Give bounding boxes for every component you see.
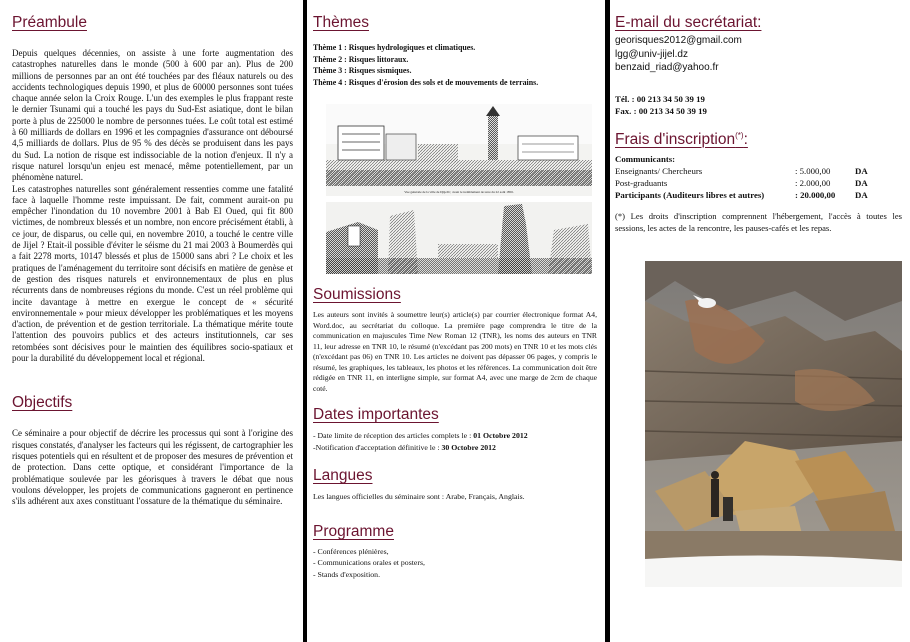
langues-text: Les langues officielles du séminaire sont : Arabe, Français, Anglais. — [313, 492, 525, 501]
email-address[interactable]: georisques2012@gmail.com — [615, 35, 742, 46]
email-list — [615, 34, 902, 75]
fee-amount: : 5.000,00 — [795, 165, 831, 176]
date-item — [313, 430, 597, 442]
fee-currency: DA — [855, 190, 868, 201]
email-heading: E-mail du secrétariat: — [615, 14, 762, 31]
soumissions-heading: Soumissions — [313, 286, 401, 303]
fee-currency: DA — [855, 178, 868, 189]
fee-currency: DA — [855, 165, 868, 176]
preambule-paragraph-2: Les catastrophes naturelles sont généralement ressenties comme une fatalité face à laquelle l'homme reste impuissant. De fait, comment aurait-on pu empêcher l'inondation du 10 novembre 2001 à Bab El Oued, qui fit 800 victimes, de nombreux blessés et un nombre, non encore précisément établi, à ce jour, de disparus, ou celle qui, en novembre 2010, a touché le centre ville de Jijel ? Etait-il possible d'éviter le séisme du 21 mai 2003 à Boumerdès qui a fait 2278 morts, 10147 blessés et plus de 15000 sans abri ? Le choix et les pratiques de l'aménagement du territoire sont décisifs en matière de genèse et de gestion des risques naturels et environnementaux de plus en plus récurrents dans de nombreuses régions du monde. C'est un réel problème qui incite davantage à mettre en exergue le concept de « sécurité environnementale » pour mieux développer les problématiques et les moyens d'action, de prévention et de gestion territoriale. La thématique mérite toute l'attention des pouvoirs publics et des acteurs institutionnels, car ses retombées sont décisives pour le maintien des équilibres socio-spatiaux et pour la durabilité du développement local et régional. — [12, 183, 293, 364]
dates-heading: Dates importantes — [313, 406, 439, 423]
dates-list — [313, 430, 597, 453]
column-left — [0, 0, 303, 642]
langues-heading: Langues — [313, 467, 373, 484]
objectifs-paragraph: Ce séminaire a pour objectif de décrire les processus qui sont à l'origine des risques constatés, d'analyser les facteurs qui les régissent, de cartographier les risques potentiels qui en résultent et de proposer des mesures de prévention et de protection. Dans cette optique, et considérant l'importance de la problématique soulevée par les géorisques à travers le débat que nous voulons développer, les projets de communications gagneront en pertinence s'ils adhérent aux axes constituant l'ossature de la thématique du séminaire. — [12, 428, 293, 507]
fax-number: Fax. : 00 213 34 50 39 19 — [615, 105, 707, 116]
programme-list — [313, 546, 597, 581]
phone-number: Tél. : 00 213 34 50 39 19 — [615, 93, 705, 104]
fee-label: Enseignants/ Chercheurs — [615, 165, 703, 176]
date-label: -Notification d'acceptation définitive le : — [313, 442, 442, 452]
fees-table — [615, 153, 902, 202]
themes-list — [313, 42, 597, 88]
rock-photo-image — [645, 261, 902, 587]
fees-head: Communicants: — [615, 153, 676, 164]
theme-item: Thème 4 : Risques d'érosion des sols et de mouvements de terrains. — [313, 77, 539, 87]
preambule-heading: Préambule — [12, 14, 87, 31]
cliff-rockfall-photo — [645, 261, 902, 587]
date-label: - Date limite de réception des articles complets le : — [313, 431, 474, 440]
email-address[interactable]: benzaid_riad@yahoo.fr — [615, 62, 719, 73]
programme-item: - Conférences plénières, — [313, 546, 389, 556]
fee-row — [615, 165, 902, 177]
date-item — [313, 442, 597, 454]
fee-label: Participants (Auditeurs libres et autres) — [615, 190, 765, 201]
date-value: 30 Octobre 2012 — [441, 442, 496, 452]
frais-heading — [615, 131, 902, 149]
column-middle — [307, 0, 605, 642]
date-value: 01 Octobre 2012 — [473, 431, 528, 440]
column-right — [610, 0, 910, 642]
fee-amount: : 20.000,00 — [795, 190, 836, 201]
engraving-image — [318, 104, 598, 304]
programme-item: - Communications orales et posters, — [313, 558, 425, 568]
theme-item: Thème 1 : Risques hydrologiques et climatiques. — [313, 43, 476, 52]
frais-note: (*) Les droits d'inscription comprennent l'hébergement, l'accès à toutes les sessions, les actes de la rencontre, les pauses-cafés et les repas. — [615, 211, 902, 234]
programme-heading: Programme — [313, 522, 394, 540]
fee-row — [615, 177, 902, 189]
preambule-paragraph-1: Depuis quelques décennies, on assiste à une forte augmentation des catastrophes naturelles dans le monde (500 à 600 par an). Plus de 200 millions de personnes par an ont été touchées par des fléaux naturels ou des accidents technologiques depuis 1990, et plus de 60000 personnes sont tuées chaque année selon la Croix Rouge. L'un des exemples le plus frappant reste le dernier Tsunami qui a touché les pays du Sud-Est asiatique, dont le bilan porte à plus de 225000 le nombre de personnes tuées. Le coût total est estimé à 60 milliards de dollars en 1996 et les compagnies d'assurance ont déboursé 4,5 milliards de dollars. Plus de 95 % des décès se produisent dans les pays du Sud. La notion de risque est indissociable de la notion d'enjeux. Il n'y a risque naturel lorsqu'un enjeu est menacé, même potentiellement, par un phénomène naturel. — [12, 48, 293, 183]
fee-row — [615, 189, 902, 201]
engraving-illustration — [318, 104, 598, 254]
theme-item: Thème 2 : Risques littoraux. — [313, 54, 409, 64]
frais-asterisk: (*) — [735, 130, 744, 140]
email-address[interactable]: lgg@univ-jijel.dz — [615, 48, 688, 60]
theme-item: Thème 3 : Risques sismiques. — [313, 66, 412, 75]
contact-phones — [615, 93, 902, 117]
frais-colon: : — [743, 130, 748, 148]
soumissions-paragraph: Les auteurs sont invités à soumettre leur(s) article(s) par courrier électronique format A4, Word.doc, au secrétariat du colloque. La première page comprendra le titre de la communication en majuscules Time New Roman 12 (TNR), les noms des auteurs en TNR 11, leur adresse en TNR 10, le résumé (n'excédant pas 200 mots) en TNR 10 et les mots clés (n'excédant pas 06) en TNR 10. Les articles ne doivent pas dépasser 06 pages, y compris le résumé, les graphiques, les tableaux, les photos et les références. La communication doit être rédigée en TNR 11, en interligne simple, sur format A4, avec une marge de 2cm de chaque coté. — [313, 310, 597, 393]
engraving-caption: Vue générale de la ville de Djijelli ; avant le tremblement de terre du 22 août 1856. — [404, 190, 514, 194]
fee-label: Post-graduants — [615, 178, 668, 189]
objectifs-heading: Objectifs — [12, 394, 73, 412]
frais-title: Frais d'inscription — [615, 130, 736, 148]
themes-heading: Thèmes — [313, 14, 369, 31]
programme-item: - Stands d'exposition. — [313, 569, 381, 579]
fee-amount: : 2.000,00 — [795, 178, 831, 189]
